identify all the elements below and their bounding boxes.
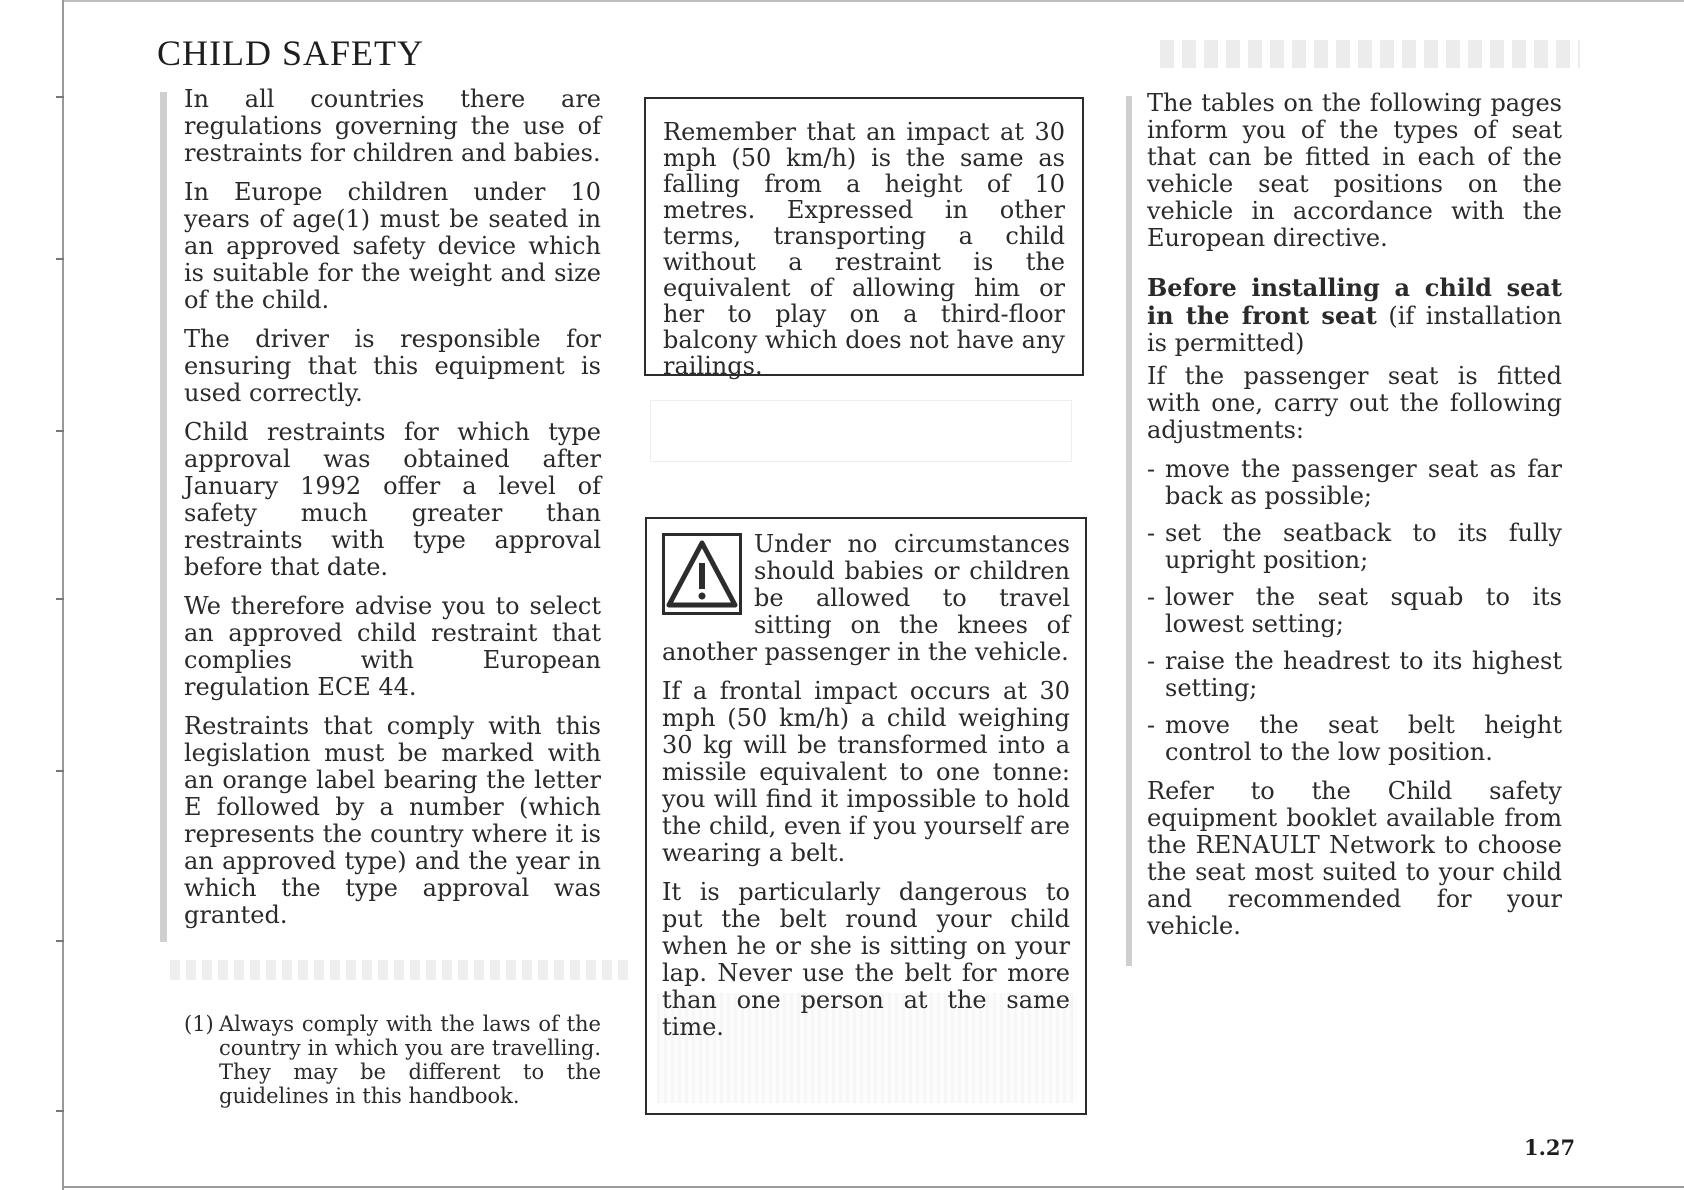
closing-paragraph: Refer to the Child safety equipment booklet available from the RENAULT Network to choose the seat most suited to your child and recommended for your vehicle.	[1147, 777, 1562, 940]
footnote	[184, 1012, 601, 1108]
left-column	[184, 86, 601, 941]
page-number: 1.27	[1524, 1135, 1576, 1160]
warning-paragraph: It is particularly dangerous to put the belt round your child when he or she is sitting on your lap. Never use the belt for more than one person at the same time.	[662, 878, 1070, 1041]
paragraph: Child restraints for which type approval was obtained after January 1992 offer a level of safety much greater than restraints with type approval before that date.	[184, 418, 601, 581]
bleed-through-heading	[1160, 40, 1580, 68]
list-item: - set the seatback to its fully upright position;	[1147, 520, 1562, 574]
warning-paragraph: Under no circumstances should babies or children be allowed to travel sitting on the knees of another passenger in the vehicle.	[662, 530, 1070, 666]
warning-paragraph: If a frontal impact occurs at 30 mph (50 km/h) a child weighing 30 kg will be transformed into a missile equivalent to one tonne: you will find it impossible to hold the child, even if you yourself are wearing a belt.	[662, 677, 1070, 867]
footnote-text: Always comply with the laws of the country in which you are travelling. They may be different to the guidelines in this handbook.	[219, 1012, 601, 1108]
list-item: - raise the headrest to its highest setting;	[1147, 648, 1562, 702]
binding-tick	[56, 598, 64, 600]
warning-triangle-icon	[662, 533, 742, 615]
front-seat-heading	[1147, 274, 1562, 357]
page-title: CHILD SAFETY	[157, 33, 425, 73]
page-edge-left	[62, 0, 64, 1190]
paragraph: The driver is responsible for ensuring that this equipment is used correctly.	[184, 325, 601, 407]
list-item: - move the seat belt height control to the low position.	[1147, 712, 1562, 766]
binding-tick	[56, 96, 64, 98]
right-margin-bar	[1126, 96, 1132, 966]
page-edge-top	[62, 0, 1684, 2]
right-column	[1147, 90, 1562, 952]
subheading-note: (if installation is permitted)	[1147, 302, 1562, 357]
left-margin-bar	[160, 92, 167, 942]
paragraph: In all countries there are regulations governing the use of restraints for children and babies.	[184, 85, 601, 167]
paragraph: We therefore advise you to select an approved child restraint that complies with European regulation ECE 44.	[184, 592, 601, 701]
remember-box	[644, 97, 1084, 380]
warning-box	[645, 517, 1087, 1115]
subheading: Before installing a child seat in the front seat	[1147, 273, 1562, 330]
binding-tick	[56, 258, 64, 260]
footnote-marker: (1)	[184, 1012, 214, 1036]
binding-tick	[56, 940, 64, 942]
bleed-through-line	[170, 960, 630, 980]
list-item: - lower the seat squab to its lowest setting;	[1147, 584, 1562, 638]
page-edge-bottom	[62, 1186, 1684, 1188]
remember-text: Remember that an impact at 30 mph (50 km/h) is the same as falling from a height of 10 metres. Expressed in other terms, transporting a child without a restraint is the equivalent of allowing him or her to play on a third-floor balcony which does not have any railings.	[663, 118, 1065, 380]
binding-tick	[56, 1110, 64, 1112]
binding-tick	[56, 430, 64, 432]
binding-tick	[56, 770, 64, 772]
bleed-through-table	[650, 400, 1072, 462]
adjustment-list	[1147, 456, 1562, 766]
paragraph: In Europe children under 10 years of age(1) must be seated in an approved safety device which is suitable for the weight and size of the child.	[184, 178, 601, 314]
intro-paragraph: The tables on the following pages inform you of the types of seat that can be fitted in each of the vehicle seat positions on the vehicle in accordance with the European directive.	[1147, 89, 1562, 252]
list-item: - move the passenger seat as far back as possible;	[1147, 456, 1562, 510]
list-intro: If the passenger seat is fitted with one, carry out the following adjustments:	[1147, 362, 1562, 444]
paragraph: Restraints that comply with this legislation must be marked with an orange label bearing the letter E followed by a number (which represents the country where it is an approved type) and the year in which the type approval was granted.	[184, 712, 601, 929]
